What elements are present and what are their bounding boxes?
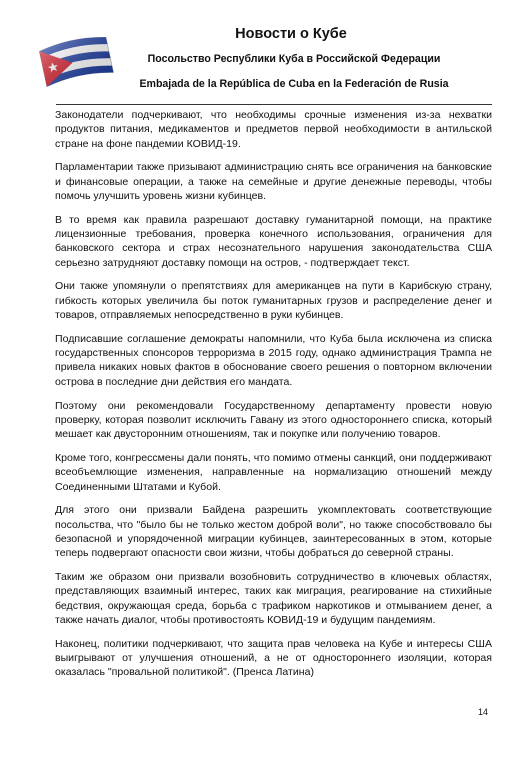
page-number: 14 (477, 707, 488, 717)
embassy-name-ru: Посольство Республики Куба в Российской Федерации (147, 53, 441, 65)
paragraph: Для этого они призвали Байдена разрешить укомплектовать соответствующие посольства, что "было бы не только жестом доброй воли", но также способствовало бы безопасной и упорядоченной миграции кубинцев, заинтересованных в этом, которые теперь подвергают опасности свои жизни, чтобы добраться до северной страны. (55, 504, 492, 560)
paragraph: Законодатели подчеркивают, что необходимы срочные изменения из-за нехватки продуктов питания, медикаментов и предметов первой необходимости в антильской стране на фоне пандемии КОВИД-19. (55, 109, 492, 150)
paragraph: Кроме того, конгрессмены дали понять, что помимо отмены санкций, они поддерживают всеобъемлющие изменения, направленные на нормализацию отношений между Соединенными Штатами и Кубой. (55, 451, 492, 493)
paragraph: Поэтому они рекомендовали Государственному департаменту провести новую проверку, которая позволит исключить Гавану из этого одностороннего списка, который мешает как двусторонним отношениям, так и покупке или получению товаров. (55, 399, 492, 441)
page-title: Новости о Кубе (235, 26, 347, 42)
paragraph: Они также упомянули о препятствиях для американцев на пути в Карибскую страну, гибкость которых увеличила бы поток гуманитарных грузов и распределение денег и товаров, отправляемых непосредственно в руки кубинцев. (55, 280, 492, 322)
paragraph: В то время как правила разрешают доставку гуманитарной помощи, на практике лицензионные требования, проверка конечного использования, ограничения для банковского сектора и страх несознательного нарушения законодательства США серьезно затрудняют доставку помощи на остров, - подтверждает текст. (55, 213, 492, 269)
paragraph: Парламентарии также призывают администрацию снять все ограничения на банковские и финансовые операции, а также на семейные и другие денежные переводы, чтобы помочь улучшить уровень жизни кубинцев. (55, 161, 492, 202)
article-body (55, 108, 492, 689)
embassy-name-es: Embajada de la República de Cuba en la Federación de Rusia (139, 78, 449, 90)
paragraph: Подписавшие соглашение демократы напомнили, что Куба была исключена из списка государственных спонсоров терроризма в 2015 году, однако администрация Трампа не привела никаких новых фактов в обоснование своего решения о повторном включении острова в последние дни действия его мандата. (55, 332, 492, 388)
paragraph: Таким же образом они призвали возобновить сотрудничество в ключевых областях, представляющих взаимный интерес, таких как миграция, реагирование на стихийные бедствия, окружающая среда, борьба с трафиком наркотиков и отмыванием денег, а также начать диалог, чтобы противостоять КОВИД-19 и будущим пандемиям. (55, 571, 492, 626)
header-divider (56, 104, 492, 105)
paragraph: Наконец, политики подчеркивают, что защита прав человека на Кубе и интересы США выигрывают от улучшения отношений, а не от одностороннего изоляции, которая оказалась "провальной политикой". (Пренса Латина) (55, 637, 492, 679)
